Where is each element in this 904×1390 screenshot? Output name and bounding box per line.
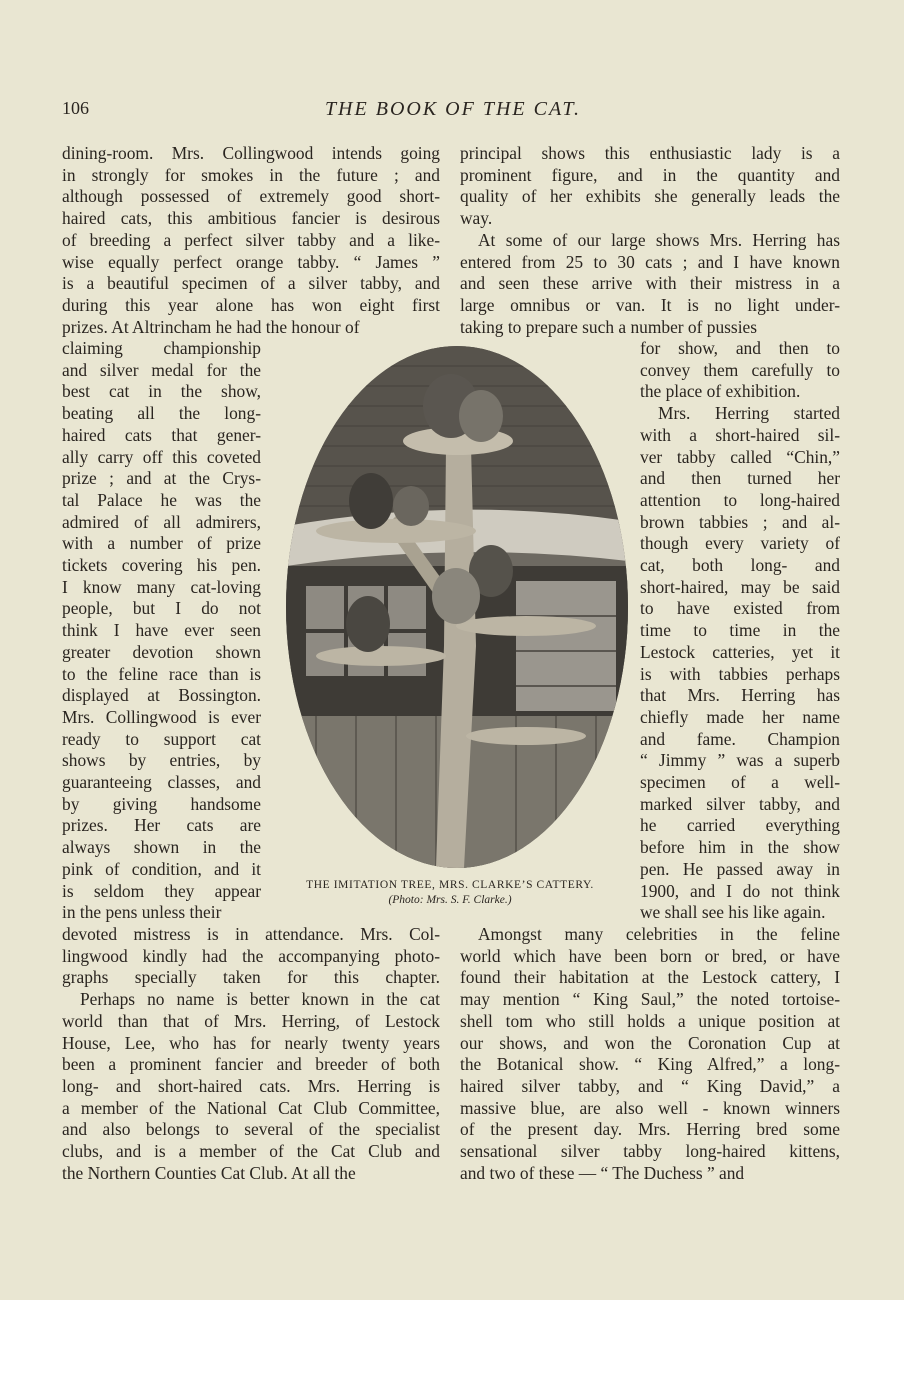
- cat-tree-illustration: [286, 346, 628, 868]
- text-line: quality of her exhibits she generally leads the: [460, 186, 840, 207]
- text-line: for show, and then to: [640, 338, 840, 358]
- text-line: displayed at Bossington.: [62, 685, 261, 706]
- text-line: graphs specially taken for this chapter.: [62, 967, 440, 988]
- text-line: sensational silver tabby long-haired kittens,: [460, 1141, 840, 1162]
- text-line: attention to long-haired: [640, 489, 840, 510]
- text-line: brown tabbies ; and al-: [640, 511, 840, 532]
- left-column-bottom-text: [62, 924, 440, 1184]
- text-line: Mrs. Herring started: [658, 403, 840, 424]
- text-line: “ Jimmy ” was a superb: [640, 750, 840, 771]
- text-line: the Northern Counties Cat Club. At all the: [62, 1162, 356, 1183]
- text-line: shows by entries, by: [62, 750, 261, 771]
- text-line: long- and short-haired cats. Mrs. Herring is: [62, 1075, 440, 1096]
- text-line: prominent figure, and in the quantity and: [460, 164, 840, 185]
- text-line: convey them carefully to: [640, 359, 840, 380]
- text-line: pink of condition, and it: [62, 858, 261, 879]
- text-line: ready to support cat: [62, 728, 261, 749]
- text-line: devoted mistress is in attendance. Mrs. Col-: [62, 924, 440, 944]
- text-line: by giving handsome: [62, 793, 261, 814]
- text-line: to the feline race than is: [62, 663, 261, 684]
- text-line: tal Palace he was the: [62, 489, 261, 510]
- text-line: clubs, and is a member of the Cat Club and: [62, 1141, 440, 1162]
- text-line: massive blue, are also well - known winners: [460, 1097, 840, 1118]
- text-line: marked silver tabby, and: [640, 793, 840, 814]
- text-line: and seen these arrive with their mistress in a: [460, 273, 840, 294]
- text-line: Mrs. Collingwood is ever: [62, 706, 261, 727]
- text-line: specimen of a well-: [640, 772, 840, 793]
- text-line: and silver medal for the: [62, 359, 261, 380]
- text-line: and two of these — “ The Duchess ” and: [460, 1162, 745, 1183]
- text-line: to have existed from: [640, 598, 840, 619]
- text-line: the place of exhibition.: [640, 381, 801, 402]
- white-footer-band: [0, 1300, 904, 1390]
- text-line: and also belongs to several of the specialist: [62, 1119, 440, 1140]
- left-column-top-text: [62, 143, 440, 338]
- text-line: best cat in the show,: [62, 381, 261, 402]
- cattery-photo: [286, 346, 628, 868]
- text-line: beating all the long-: [62, 403, 261, 424]
- text-line: Lestock catteries, yet it: [640, 641, 840, 662]
- text-line: though every variety of: [640, 533, 840, 554]
- text-line: wise equally perfect orange tabby. “ James ”: [62, 251, 440, 272]
- text-line: shell tom who still holds a unique position at: [460, 1010, 840, 1031]
- text-line: and then turned her: [640, 468, 840, 489]
- text-line: he carried everything: [640, 815, 840, 836]
- text-line: world than that of Mrs. Herring, of Lestock: [62, 1010, 440, 1031]
- text-line: pen. He passed away in: [640, 858, 840, 879]
- text-line: House, Lee, who has for nearly twenty years: [62, 1032, 440, 1053]
- text-line: greater devotion shown: [62, 641, 261, 662]
- right-column-bottom-text: [460, 924, 840, 1184]
- text-line: cat, both long- and: [640, 555, 840, 576]
- text-line: think I have ever seen: [62, 620, 261, 641]
- caption-title: THE IMITATION TREE, MRS. CLARKE’S CATTERY.: [306, 879, 594, 891]
- text-line: been a prominent fancier and breeder of both: [62, 1054, 440, 1075]
- text-line: dining-room. Mrs. Collingwood intends going: [62, 143, 440, 163]
- text-line: entered from 25 to 30 cats ; and I have known: [460, 251, 840, 272]
- text-line: that Mrs. Herring has: [640, 685, 840, 706]
- text-line: lingwood kindly had the accompanying photo-: [62, 945, 440, 966]
- text-line: taking to prepare such a number of pussies: [460, 316, 758, 337]
- text-line: is a beautiful specimen of a silver tabby, and: [62, 273, 440, 294]
- text-line: tickets covering his pen.: [62, 555, 261, 576]
- text-line: short-haired, may be said: [640, 576, 840, 597]
- text-line: prizes. Her cats are: [62, 815, 261, 836]
- text-line: large omnibus or van. It is no light under-: [460, 294, 840, 315]
- text-line: Perhaps no name is better known in the cat: [80, 989, 440, 1010]
- photo-caption: [270, 878, 630, 908]
- text-line: may mention “ King Saul,” the noted tortoise-: [460, 989, 840, 1010]
- text-line: is with tabbies perhaps: [640, 663, 840, 684]
- text-line: although possessed of extremely good short-: [62, 186, 440, 207]
- text-line: always shown in the: [62, 837, 261, 858]
- text-line: time to time in the: [640, 620, 840, 641]
- text-line: guaranteeing classes, and: [62, 772, 261, 793]
- text-line: is seldom they appear: [62, 880, 261, 901]
- text-line: ver tabby called “Chin,”: [640, 446, 840, 467]
- text-line: Amongst many celebrities in the feline: [478, 924, 840, 944]
- text-line: the Botanical show. “ King Alfred,” a long-: [460, 1054, 840, 1075]
- text-line: people, but I do not: [62, 598, 261, 619]
- text-line: haired cats, this ambitious fancier is desirous: [62, 208, 440, 229]
- left-column-wrap-text: [62, 338, 261, 924]
- text-line: with a number of prize: [62, 533, 261, 554]
- text-line: with a short-haired sil-: [640, 424, 840, 445]
- right-column-wrap-text: [640, 338, 840, 924]
- text-line: haired cats that gener-: [62, 424, 261, 445]
- text-line: way.: [460, 208, 493, 229]
- text-line: prize ; and at the Crys-: [62, 468, 261, 489]
- text-line: in strongly for smokes in the future ; and: [62, 164, 440, 185]
- text-line: in the pens unless their: [62, 902, 222, 923]
- text-line: 1900, and I do not think: [640, 880, 840, 901]
- text-line: and fame. Champion: [640, 728, 840, 749]
- text-line: we shall see his like again.: [640, 902, 826, 923]
- text-line: At some of our large shows Mrs. Herring has: [478, 229, 840, 250]
- text-line: of breeding a perfect silver tabby and a like-: [62, 229, 440, 250]
- text-line: ally carry off this coveted: [62, 446, 261, 467]
- text-line: chiefly made her name: [640, 706, 840, 727]
- text-line: haired silver tabby, and “ King David,” a: [460, 1075, 840, 1096]
- page-header: [62, 98, 844, 124]
- text-line: claiming championship: [62, 338, 261, 358]
- text-line: before him in the show: [640, 837, 840, 858]
- text-line: found their habitation at the Lestock cattery, I: [460, 967, 840, 988]
- text-line: admired of all admirers,: [62, 511, 261, 532]
- text-line: of the present day. Mrs. Herring bred some: [460, 1119, 840, 1140]
- text-line: I know many cat-loving: [62, 576, 261, 597]
- text-line: a member of the National Cat Club Committee,: [62, 1097, 440, 1118]
- text-line: world which have been born or bred, or have: [460, 945, 840, 966]
- text-line: prizes. At Altrincham he had the honour of: [62, 316, 360, 337]
- text-line: our shows, and won the Coronation Cup at: [460, 1032, 840, 1053]
- page-number: 106: [62, 98, 89, 118]
- text-line: during this year alone has won eight first: [62, 294, 440, 315]
- running-title: THE BOOK OF THE CAT.: [324, 98, 582, 120]
- text-line: principal shows this enthusiastic lady is a: [460, 143, 840, 163]
- right-column-top-text: [460, 143, 840, 338]
- caption-credit: (Photo: Mrs. S. F. Clarke.): [388, 894, 512, 906]
